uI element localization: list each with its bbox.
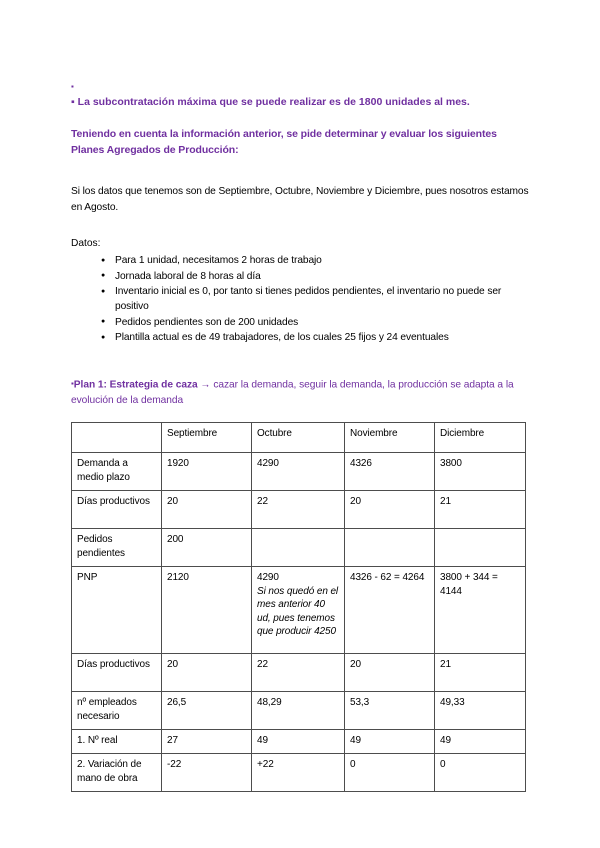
cell: 20 bbox=[345, 491, 435, 529]
list-item: ● Para 1 unidad, necesitamos 2 horas de trabajo bbox=[103, 253, 529, 268]
cell: 4326 bbox=[345, 453, 435, 491]
cell: 27 bbox=[162, 730, 252, 754]
cell: 49,33 bbox=[435, 692, 526, 730]
cell-value: 4290 bbox=[257, 572, 279, 583]
empty-bullet-line bbox=[71, 80, 529, 95]
row-label: PNP bbox=[72, 567, 162, 654]
table-row bbox=[72, 754, 526, 792]
spacer bbox=[71, 216, 529, 236]
plan-title: Plan 1: Estrategia de caza bbox=[73, 379, 198, 390]
table-row bbox=[72, 453, 526, 491]
cell: 26,5 bbox=[162, 692, 252, 730]
table-row bbox=[72, 567, 526, 654]
list-item: ● Plantilla actual es de 49 trabajadores, de los cuales 25 fijos y 24 eventuales bbox=[103, 330, 529, 345]
row-label: Demanda a medio plazo bbox=[72, 453, 162, 491]
cell: 49 bbox=[252, 730, 345, 754]
datos-label: Datos: bbox=[71, 238, 101, 249]
table-header-row bbox=[72, 423, 526, 453]
list-item: ● Pedidos pendientes son de 200 unidades bbox=[103, 315, 529, 330]
cell: 53,3 bbox=[345, 692, 435, 730]
cell: 4326 - 62 = 4264 bbox=[345, 567, 435, 654]
row-label: Pedidos pendientes bbox=[72, 529, 162, 567]
cell bbox=[252, 529, 345, 567]
cell bbox=[435, 529, 526, 567]
bullet-marker-icon: ▪ bbox=[71, 96, 75, 108]
spacer bbox=[71, 158, 529, 184]
cell: 3800 + 344 = 4144 bbox=[435, 567, 526, 654]
spacer bbox=[71, 408, 529, 422]
cell: 20 bbox=[162, 491, 252, 529]
column-header-septiembre: Septiembre bbox=[162, 423, 252, 453]
table-row bbox=[72, 529, 526, 567]
cell: 49 bbox=[345, 730, 435, 754]
list-item: ● Inventario inicial es 0, por tanto si tienes pedidos pendientes, el inventario no puede ser positivo bbox=[103, 284, 529, 314]
cell: 2120 bbox=[162, 567, 252, 654]
cell: 0 bbox=[345, 754, 435, 792]
arrow-icon: → bbox=[200, 379, 211, 390]
cell: 21 bbox=[435, 654, 526, 692]
cell: +22 bbox=[252, 754, 345, 792]
table-row bbox=[72, 491, 526, 529]
subcontratacion-text: La subcontratación máxima que se puede realizar es de 1800 unidades al mes. bbox=[77, 96, 470, 108]
cell: 22 bbox=[252, 491, 345, 529]
column-header-octubre: Octubre bbox=[252, 423, 345, 453]
spacer bbox=[71, 109, 529, 127]
cell: 200 bbox=[162, 529, 252, 567]
bullet-marker-icon: ▪ bbox=[71, 378, 74, 388]
row-label: Días productivos bbox=[72, 491, 162, 529]
row-label: Días productivos bbox=[72, 654, 162, 692]
row-label: nº empleados necesario bbox=[72, 692, 162, 730]
table-row bbox=[72, 654, 526, 692]
cell-note: Si nos quedó en el mes anterior 40 ud, pues tenemos que producir 4250 bbox=[257, 585, 339, 637]
cell: -22 bbox=[162, 754, 252, 792]
cell: 20 bbox=[345, 654, 435, 692]
datos-list bbox=[71, 253, 529, 345]
column-header-noviembre: Noviembre bbox=[345, 423, 435, 453]
cell: 0 bbox=[435, 754, 526, 792]
cell bbox=[345, 529, 435, 567]
spacer bbox=[71, 346, 529, 376]
cell: 3800 bbox=[435, 453, 526, 491]
cell: 21 bbox=[435, 491, 526, 529]
plan-description: cazar la demanda, seguir la demanda, la producción se adapta a la evolución de la demanda bbox=[71, 379, 514, 406]
row-label: 1. Nº real bbox=[72, 730, 162, 754]
cell: 1920 bbox=[162, 453, 252, 491]
subcontratacion-bullet-line bbox=[71, 95, 529, 109]
cell-with-note bbox=[252, 567, 345, 654]
column-header-diciembre: Diciembre bbox=[435, 423, 526, 453]
table-row bbox=[72, 692, 526, 730]
table-row bbox=[72, 730, 526, 754]
column-header-blank bbox=[72, 423, 162, 453]
cell: 49 bbox=[435, 730, 526, 754]
cell: 20 bbox=[162, 654, 252, 692]
datos-context-paragraph: Si los datos que tenemos son de Septiembre, Octubre, Noviembre y Diciembre, pues nosotros estamos en Agosto. bbox=[71, 186, 529, 213]
teniendo-paragraph: Teniendo en cuenta la información anterior, se pide determinar y evaluar los siguientes Planes Agregados de Producción: bbox=[71, 128, 497, 156]
plan1-table bbox=[71, 422, 526, 792]
cell: 48,29 bbox=[252, 692, 345, 730]
bullet-marker-icon: ▪ bbox=[71, 82, 74, 91]
list-item: ● Jornada laboral de 8 horas al día bbox=[103, 269, 529, 284]
plan-heading bbox=[71, 376, 529, 409]
document-content bbox=[71, 80, 529, 792]
cell: 4290 bbox=[252, 453, 345, 491]
cell: 22 bbox=[252, 654, 345, 692]
row-label: 2. Variación de mano de obra bbox=[72, 754, 162, 792]
